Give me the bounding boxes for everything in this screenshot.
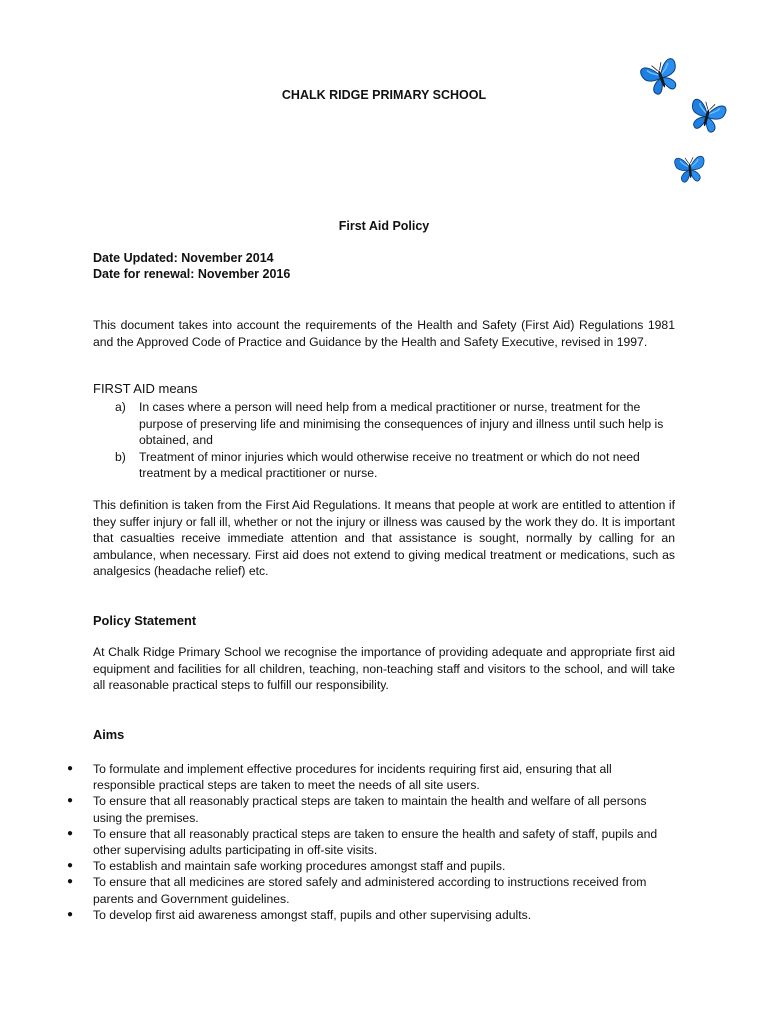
date-updated: Date Updated: November 2014 xyxy=(93,251,274,265)
list-item-text: In cases where a person will need help from a medical practitioner or nurse, treatment for the purpose of preserving life and minimising the consequences of injury and illness until such help is obtained, and xyxy=(139,400,664,448)
bullet-icon: ● xyxy=(67,763,74,774)
bullet-icon: ● xyxy=(67,860,74,872)
aim-text: To establish and maintain safe working procedures amongst staff and pupils. xyxy=(93,859,506,874)
aim-text: To ensure that all medicines are stored safely and administered according to instructions received from parents and Government guidelines. xyxy=(93,875,647,906)
list-item xyxy=(64,826,674,858)
first-aid-heading: FIRST AID means xyxy=(93,381,198,396)
policy-statement-paragraph: At Chalk Ridge Primary School we recognise the importance of providing adequate and appropriate first aid equipment and facilities for all children, teaching, non-teaching staff and visitors to the school, and will take all reasonable practical steps to fulfill our responsibility. xyxy=(93,645,675,693)
dates-block xyxy=(93,250,290,282)
policy-title: First Aid Policy xyxy=(338,219,430,233)
aims-list xyxy=(64,761,674,923)
bullet-icon: ● xyxy=(67,908,74,920)
aims-heading: Aims xyxy=(93,727,125,742)
first-aid-list xyxy=(115,399,675,482)
aim-text: To ensure that all reasonably practical steps are taken to ensure the health and safety of staff, pupils and other supervising adults participating in off-site visits. xyxy=(93,826,658,858)
list-item xyxy=(115,449,675,482)
list-item-text: Treatment of minor injuries which would otherwise receive no treatment or which do not need treatment by a medical practitioner or nurse. xyxy=(139,449,640,481)
butterfly-icon xyxy=(670,150,710,188)
definition-paragraph: This definition is taken from the First Aid Regulations. It means that people at work are entitled to attention if they suffer injury or fall ill, whether or not the injury or illness was caused by the work they do. It is important that casualties receive immediate attention and that assistance is sought, normally by calling for an ambulance, when necessary. First aid does not extend to giving medical treatment or medications, such as analgesics (headache relief) etc. xyxy=(93,498,675,579)
bullet-icon: ● xyxy=(67,795,74,807)
list-item xyxy=(115,399,675,449)
intro-paragraph: This document takes into account the requirements of the Health and Safety (First Aid) Regulations 1981 and the Approved Code of Practice and Guidance by the Health and Safety Executive, revised in 1997. xyxy=(93,318,675,349)
list-item xyxy=(64,874,674,906)
aim-text: To develop first aid awareness amongst staff, pupils and other supervising adults. xyxy=(93,907,532,922)
list-marker: b) xyxy=(115,449,126,464)
school-name: CHALK RIDGE PRIMARY SCHOOL xyxy=(281,88,487,102)
list-item xyxy=(64,761,674,793)
bullet-icon: ● xyxy=(67,876,74,888)
aim-text: To formulate and implement effective procedures for incidents requiring first aid, ensuring that all responsible practical steps are taken to meet the needs of all site users. xyxy=(93,762,612,793)
list-item xyxy=(64,793,674,825)
aim-text: To ensure that all reasonably practical steps are taken to maintain the health and welfare of all persons using the premises. xyxy=(93,794,647,825)
bullet-icon: ● xyxy=(67,827,74,839)
date-renewal: Date for renewal: November 2016 xyxy=(93,267,291,281)
list-marker: a) xyxy=(115,400,126,414)
policy-statement-heading: Policy Statement xyxy=(93,613,197,628)
list-item xyxy=(64,907,674,923)
list-item xyxy=(64,858,674,874)
